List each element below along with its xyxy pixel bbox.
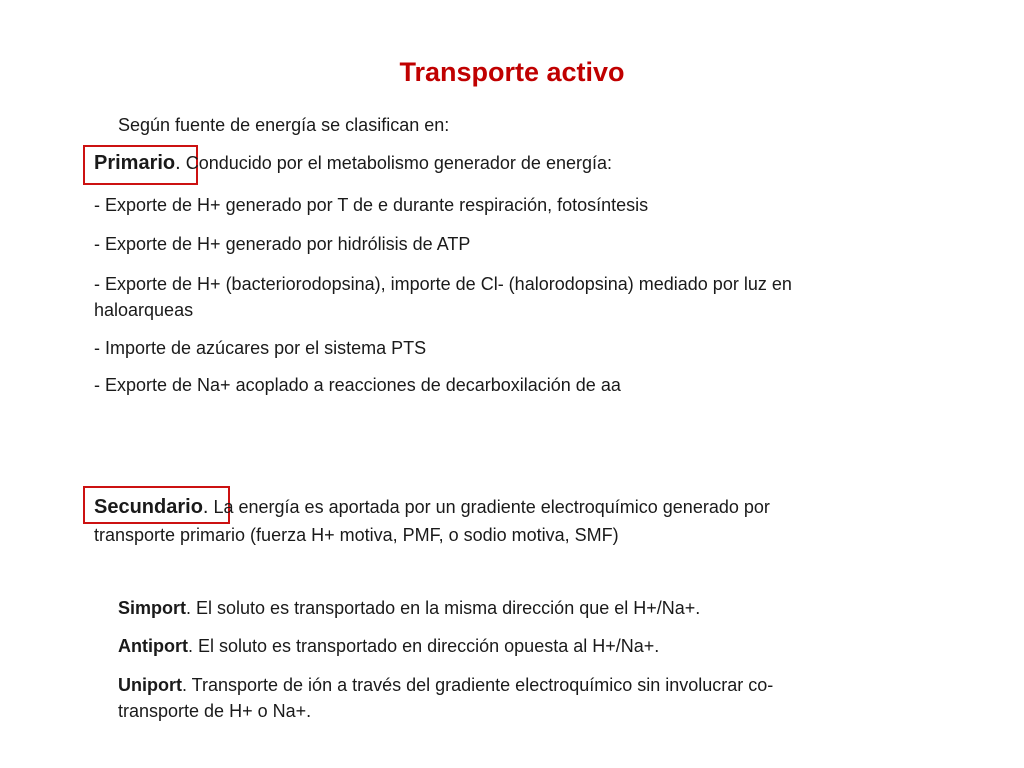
primario-item-3-cont: haloarqueas	[94, 300, 194, 320]
slide-title: Transporte activo	[399, 57, 625, 87]
secundario-description-1: La energía es aportada por un gradiente electroquímico generado por	[208, 497, 770, 517]
type-simport	[118, 595, 700, 621]
secundario-heading-line	[94, 494, 770, 520]
primario-description: Conducido por el metabolismo generador de energía:	[180, 153, 612, 173]
primario-item-3: - Exporte de H+ (bacteriorodopsina), importe de Cl- (halorodopsina) mediado por luz en	[94, 274, 792, 294]
type-antiport-term: Antiport	[118, 636, 188, 656]
primario-item-5: - Exporte de Na+ acoplado a reacciones de decarboxilación de aa	[94, 375, 621, 395]
primario-label: Primario	[94, 152, 176, 174]
type-simport-text: . El soluto es transportado en la misma dirección que el H+/Na+.	[186, 598, 701, 618]
type-antiport-text: . El soluto es transportado en dirección opuesta al H+/Na+.	[187, 636, 660, 656]
primario-item-4: - Importe de azúcares por el sistema PTS	[94, 338, 427, 358]
primario-item-2: - Exporte de H+ generado por hidrólisis de ATP	[94, 234, 471, 254]
type-uniport-term: Uniport	[118, 675, 182, 695]
primario-heading-line	[94, 150, 612, 176]
type-uniport-cont: transporte de H+ o Na+.	[118, 701, 312, 721]
type-simport-term: Simport	[118, 598, 187, 618]
type-uniport	[118, 672, 773, 698]
intro-text: Según fuente de energía se clasifican en:	[118, 115, 450, 135]
primario-dot: .	[175, 152, 181, 174]
type-uniport-text: . Transporte de ión a través del gradiente electroquímico sin involucrar co-	[181, 675, 774, 695]
secundario-label: Secundario	[94, 496, 203, 518]
secundario-description-2: transporte primario (fuerza H+ motiva, PMF, o sodio motiva, SMF)	[94, 525, 619, 545]
primario-item-1: - Exporte de H+ generado por T de e durante respiración, fotosíntesis	[94, 195, 649, 215]
secundario-dot: .	[202, 496, 209, 518]
type-antiport	[118, 633, 659, 659]
